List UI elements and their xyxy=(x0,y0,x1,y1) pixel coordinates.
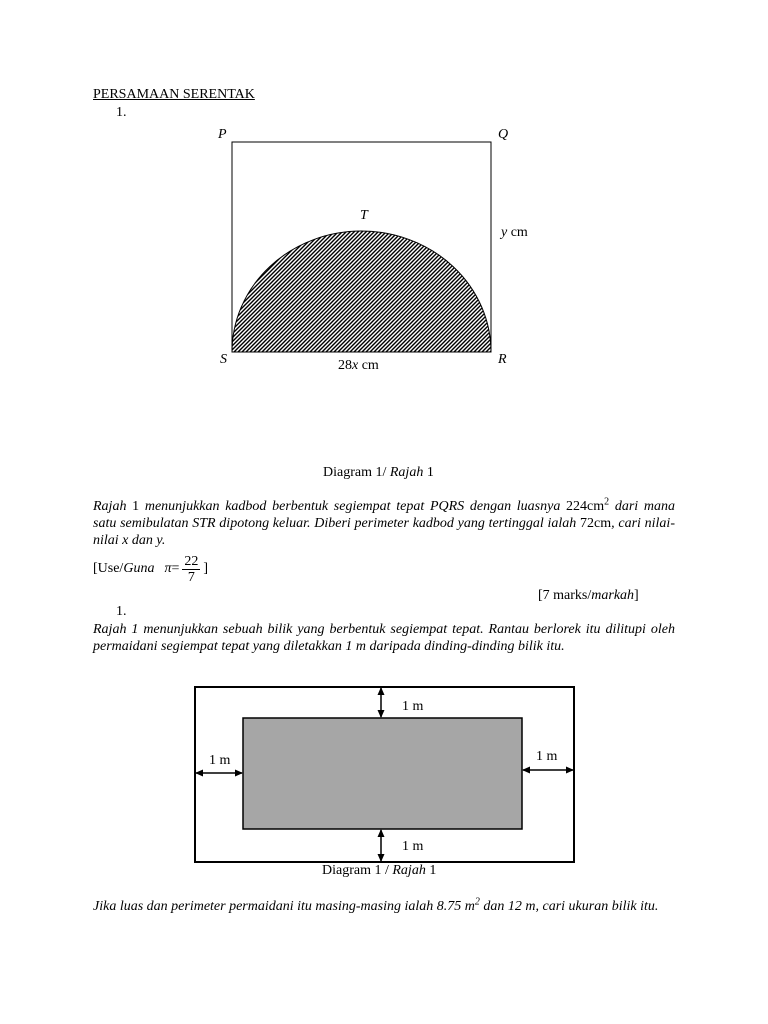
vertex-label-s: S xyxy=(220,352,227,367)
vertex-label-q: Q xyxy=(498,127,509,142)
side-label-y-cm: y cm xyxy=(501,225,528,240)
figure-2-caption: Diagram 1 / Rajah 1 xyxy=(322,863,437,878)
semicircle-str xyxy=(232,231,491,352)
question-1-text: Rajah 1 menunjukkan kadbod berbentuk segiempat tepat PQRS dengan luasnya $224cm^2$ dari mana satu semibulatan STR dipotong keluar. Diberi perimeter kadbod yang tertinggal ialah 72cm, cari nilai-nilai x dan y. xyxy=(93,496,676,548)
use-pi-note: [Use/ Guna π = $\frac{22}{7}$ ] xyxy=(93,553,209,585)
question-2-number: 1. xyxy=(116,604,127,619)
vertex-label-p: P xyxy=(218,127,227,142)
marks-label: [7 marks/markah] xyxy=(538,588,639,603)
vertex-label-t: T xyxy=(360,208,368,223)
page-heading: PERSAMAAN SERENTAK xyxy=(93,87,255,102)
bottom-gap-label: 1 m xyxy=(402,839,424,854)
figure-1-caption: Diagram 1/ Rajah 1 xyxy=(323,465,434,480)
question-2-prompt: Jika luas dan perimeter permaidani itu masing-masing ialah 8.75 $m^2$ dan 12 m, cari ukuran bilik itu. xyxy=(93,896,659,914)
top-gap-label: 1 m xyxy=(402,699,424,714)
room-carpet-diagram xyxy=(190,682,582,864)
left-gap-label: 1 m xyxy=(209,753,231,768)
right-gap-label: 1 m xyxy=(536,749,558,764)
base-label-28x-cm: 28x cm xyxy=(338,358,379,373)
question-1-number: 1. xyxy=(116,105,127,120)
carpet-rectangle xyxy=(243,718,522,829)
vertex-label-r: R xyxy=(498,352,507,367)
question-2-text: Rajah 1 menunjukkan sebuah bilik yang berbentuk segiempat tepat. Rantau berlorek itu dilitupi oleh permaidani segiempat tepat yang diletakkan 1 m daripada dinding-dinding bilik itu. xyxy=(93,622,675,654)
rectangle-semicircle-diagram xyxy=(200,118,560,380)
fraction-22-over-7: $\frac{22}{7}$ xyxy=(184,553,199,585)
